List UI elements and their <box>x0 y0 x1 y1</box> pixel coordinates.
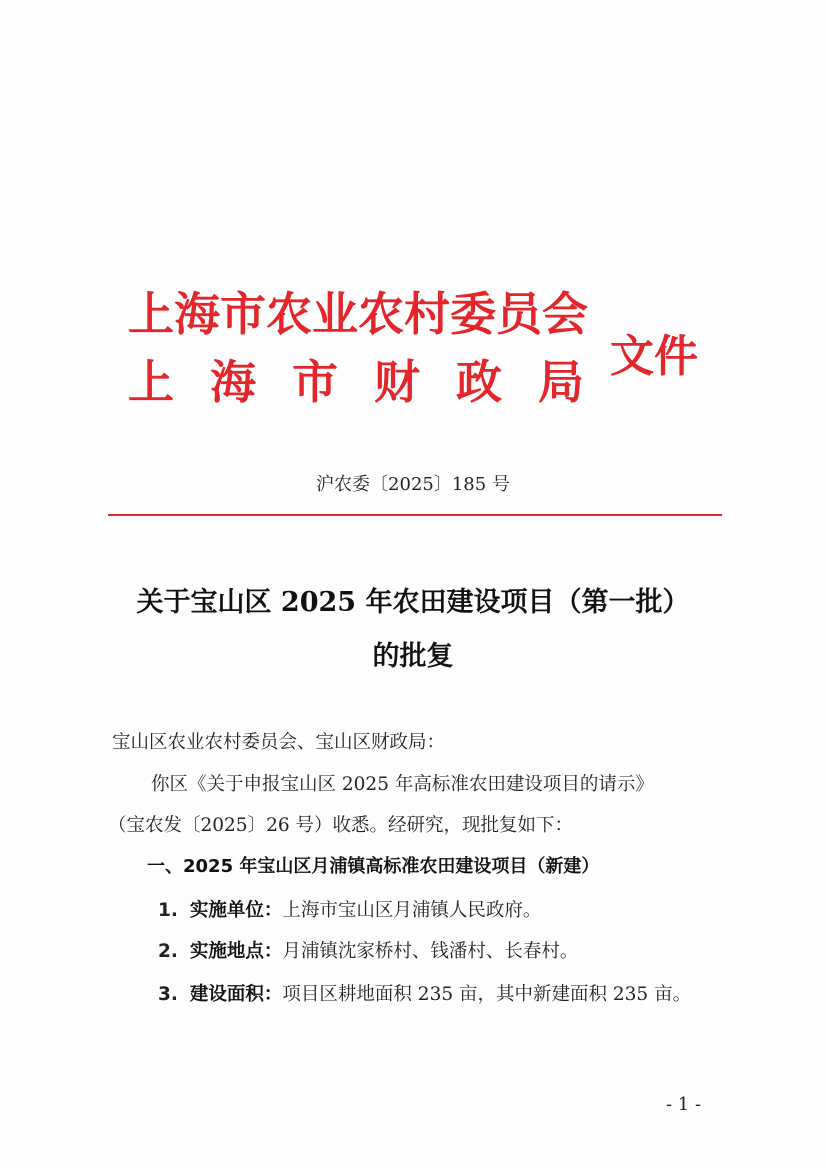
issuer-char: 海 <box>210 355 256 409</box>
item-number: 1. <box>158 900 178 921</box>
item-number: 2. <box>158 941 178 962</box>
issuer-name-finance <box>128 352 590 412</box>
red-divider-line <box>108 514 722 516</box>
issuer-char: 上 <box>128 355 174 409</box>
item-label: 实施地点： <box>189 941 283 962</box>
item-label: 建设面积： <box>189 984 283 1005</box>
list-item <box>158 980 691 1006</box>
page-number: - 1 - <box>666 1094 702 1115</box>
item-label: 实施单位： <box>189 900 283 921</box>
item-number: 3. <box>158 984 178 1005</box>
item-text: 月浦镇沈家桥村、钱潘村、长春村。 <box>282 941 579 962</box>
issuer-char: 政 <box>456 355 502 409</box>
issuer-char: 局 <box>538 355 584 409</box>
issuer-name-agriculture: 上海市农业农村委员会 <box>128 287 588 341</box>
item-text: 上海市宝山区月浦镇人民政府。 <box>282 900 542 921</box>
paragraph-line: （宝农发〔2025〕26 号）收悉。经研究，现批复如下： <box>108 815 574 836</box>
section-heading: 一、2025 年宝山区月浦镇高标准农田建设项目（新建） <box>147 856 600 877</box>
paragraph-line: 你区《关于申报宝山区 2025 年高标准农田建设项目的请示》 <box>151 774 654 795</box>
addressee: 宝山区农业农村委员会、宝山区财政局： <box>112 732 446 753</box>
document-number: 沪农委〔2025〕185 号 <box>316 474 510 495</box>
issuer-char: 财 <box>374 355 420 409</box>
issuer-char: 市 <box>292 355 338 409</box>
item-text: 项目区耕地面积 235 亩，其中新建面积 235 亩。 <box>282 984 692 1005</box>
document-title-line2: 的批复 <box>372 641 454 672</box>
document-title-line1: 关于宝山区 2025 年农田建设项目（第一批） <box>136 587 690 618</box>
list-item <box>158 937 578 963</box>
document-type-suffix: 文件 <box>610 331 698 382</box>
list-item <box>158 896 541 922</box>
